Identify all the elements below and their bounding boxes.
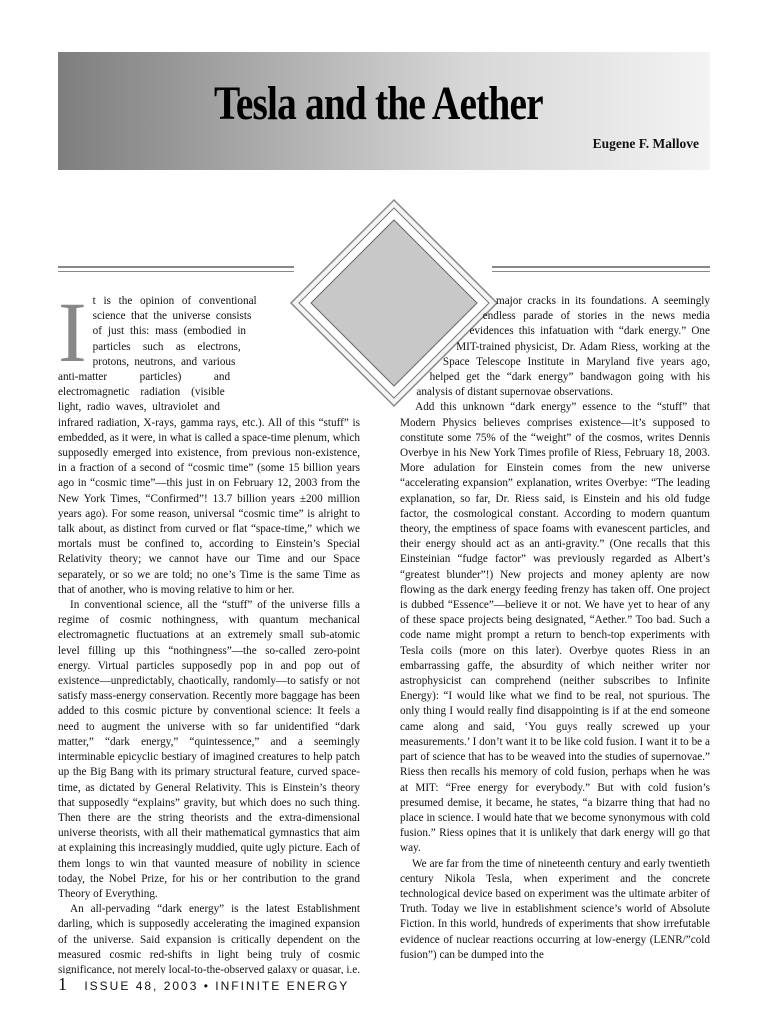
drop-cap: I	[58, 294, 87, 380]
page-footer	[58, 974, 349, 995]
right-rule	[492, 266, 710, 272]
author-name: Eugene F. Mallove	[592, 136, 699, 151]
paragraph: t is the opinion of conventional science that the universe consists of just this: mass (embodied in particles such as electrons, protons, neutrons, and various anti-matter particles) and electromagnetic radiation (visible light, radio waves, ultraviolet and infrared radiation, X-rays, gamma rays, etc.). All of this “stuff” is embedded, as it were, in what is called a space-time plenum, which supposedly emerged into existence, from previous non-existence, in a fraction of a second of “cosmic time” (some 15 billion years ago in “cosmic time”—this just in on February 12, 2003 from the New York Times, “Confirmed”! 13.7 billion years ±200 million years ago). For some reason, universal “cosmic time” is alright to talk about, as distinct from curved or flat “space-time,” which we mortals must be confined to, according to Einstein’s Special Relativity theory; we cannot have our Time and our Space separately, or so we are told; no one’s Time is the same Time as that of another, who is moving relative to him or her.	[58, 295, 360, 596]
right-column	[400, 294, 710, 974]
paragraph: An all-pervading “dark energy” is the latest Establishment darling, which is supposedly accelerating the imagined expansion of the universe. Said expansion is critically dependent on the measured cosmic red-shifts in light being truly of cosmic significance, not merely local-to-the-observed galaxy or quasar, i.e.	[58, 903, 360, 974]
left-column	[58, 294, 360, 974]
issue-line: ISSUE 48, 2003 • INFINITE ENERGY	[84, 979, 350, 993]
paragraph: Add this unknown “dark energy” essence to the “stuff” that Modern Physics believes comprises existence—it’s supposed to constitute some 75% of the “weight” of the cosmos, writes Dennis Overbye in his New York Times profile of Riess, February 18, 2003. More adulation for Einstein comes from the new universe “accelerating expansion” explanation, writes Overbye: “The leading explanation, so far, Dr. Riess said, is Einstein and his old fudge factor, the cosmological constant. According to modern quantum theory, the emptiness of space foams with evanescent particles, and their energy should act as an anti-gravity.” (One recalls that this Einsteinian “fudge factor” was previously regarded as Albert’s “greatest blunder”!) New projects and money aplenty are now flowing as the dark energy feeding frenzy has taken off. One project is dubbed “Essence”—believe it or not. We have yet to hear of any of these space projects being designated, “Aether.” Too bad. Such a code name might prompt a return to bench-top experiments with Tesla coils (more on this later). Overbye quotes Riess in an embarrassing gaffe, the absurdity of which neither writer nor astrophysicist can comprehend (neither subscribes to Infinite Energy): “I would like what we find to be real, not spurious. The only thing I would really find disappointing is if at the end someone came along and said, ‘You guys really screwed up your measurements.’ I don’t want it to be like cold fusion. I want it to be a part of science that has to be weaved into the studies of supernovae.” Riess then recalls his memory of cold fusion, perhaps when he was at MIT: “Free energy for everybody.” But with cold fusion’s presumed demise, it became, he states, “a bizarre thing that had no place in science. I would hate that we become synonymous with cold fusion.” Riess opines that it is unlikely that dark energy will go that way.	[400, 401, 710, 855]
left-rule	[58, 266, 294, 272]
article-title: Tesla and the Aether	[214, 77, 543, 130]
paragraph: In conventional science, all the “stuff” of the universe fills a regime of cosmic nothingness, with quantum mechanical electromagnetic fluctuations at an extremely small sub-atomic level filling up this “nothingness”—the so-called zero-point energy. Virtual particles supposedly pop in and pop out of existence—unpredictably, chaotically, randomly—to satisfy or not satisfy mass-energy conservation. Recently more baggage has been added to this cosmic picture by conventional science: It feels a need to augment the universe with so far unidentified “dark matter,” “dark energy,” “quintessence,” and a seemingly interminable epicyclic bestiary of imagined creatures to help patch up the Big Bang with its primary structural feature, curved space-time, as dictated by General Relativity. This is Einstein’s theory that supposedly “explains” gravity, but which does no such thing. Then there are the string theorists and the extra-dimensional universe theorists, with all their mathematical gymnastics that aim at explaining this increasingly muddied, quite ugly picture. Each of them longs to win that vaunted measure of nobility in science today, the Nobel Prize, for his or her contribution to the grand Theory of Everything.	[58, 599, 360, 900]
page-number: 1	[58, 974, 67, 994]
paragraph: We are far from the time of nineteenth century and early twentieth century Nikola Tesla, when experiment and the concrete technological device based on experiment was the ultimate arbiter of Truth. Today we live in establishment science’s world of Absolute Fiction. In this world, hundreds of experiments that show irrefutable evidence of nuclear reactions occurring at low-energy (LENR/”cold fusion”) can be dumped into the	[400, 857, 710, 961]
paragraph: major cracks in its foundations. A seemingly endless parade of stories in the news media evidences this infatuation with “dark energy.” One MIT-trained physicist, Dr. Adam Riess, working at the Space Telescope Institute in Maryland five years ago, helped get the “dark energy” bandwagon going with his analysis of distant supernovae observations.	[416, 295, 710, 399]
